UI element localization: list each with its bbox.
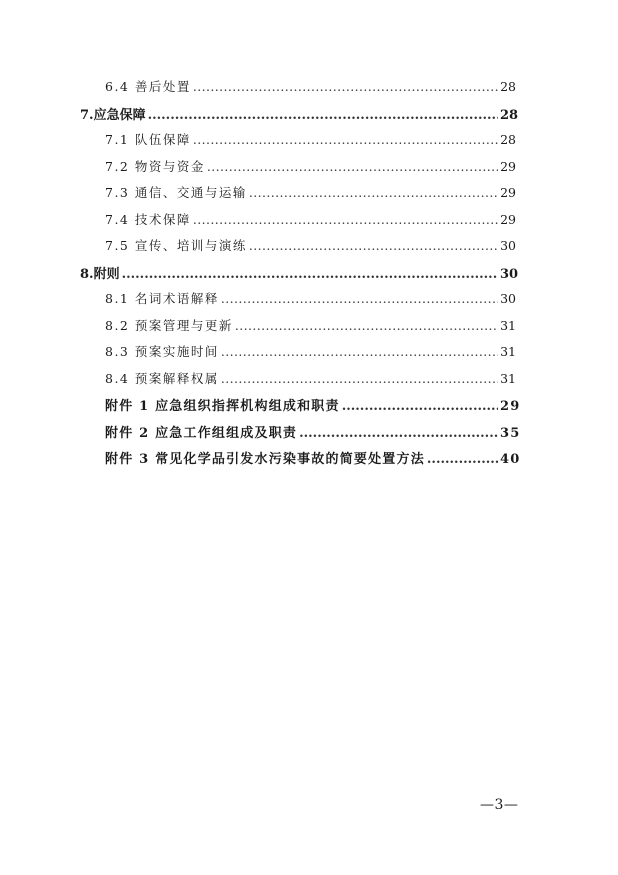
toc-entry-6-4[interactable] (80, 77, 516, 104)
toc-entry-7-1[interactable] (80, 130, 516, 157)
toc-entry-7-3[interactable] (80, 183, 516, 210)
dot-leader (193, 212, 498, 227)
toc-entry-page: 29 (500, 185, 516, 200)
toc-entry-page: 31 (500, 317, 516, 333)
toc-entry-page: 31 (500, 344, 516, 359)
table-of-contents (80, 77, 521, 475)
toc-entry-7-4[interactable] (80, 210, 516, 237)
toc-entry-label: 附件 2 应急工作组组成及职责 (105, 425, 298, 441)
dot-leader (207, 159, 498, 174)
dot-leader (122, 267, 498, 282)
toc-entry-page: 28 (500, 107, 519, 123)
toc-entry-label: 8.3 预案实施时间 (105, 344, 219, 359)
toc-entry-page: 28 (500, 132, 516, 147)
toc-entry-label: 6.4 善后处置 (105, 79, 191, 94)
dot-leader (249, 185, 498, 200)
toc-entry-page: 29 (500, 211, 516, 227)
toc-entry-page: 35 (500, 425, 521, 441)
toc-entry-page: 30 (500, 238, 516, 253)
dot-leader (342, 399, 498, 414)
dot-leader (299, 426, 498, 441)
dot-leader (427, 452, 498, 467)
toc-entry-page: 29 (500, 399, 521, 414)
toc-entry-page: 40 (500, 452, 521, 467)
toc-entry-page: 29 (500, 158, 516, 174)
dot-leader (221, 344, 498, 359)
toc-entry-page: 30 (500, 291, 516, 306)
toc-entry-label: 附件 3 常见化学品引发水污染事故的简要处置方法 (105, 452, 425, 467)
toc-entry-attachment-2[interactable] (80, 422, 521, 449)
page-number: —3— (480, 797, 519, 813)
toc-entry-label: 附件 1 应急组织指挥机构组成和职责 (105, 399, 340, 414)
toc-entry-label: 7.4 技术保障 (105, 211, 191, 227)
toc-entry-8[interactable] (80, 263, 519, 290)
dot-leader (193, 132, 498, 147)
dot-leader (235, 318, 498, 333)
toc-entry-label: 8.2 预案管理与更新 (105, 317, 233, 333)
toc-entry-7-5[interactable] (80, 236, 516, 263)
toc-entry-7[interactable] (80, 104, 519, 131)
toc-entry-8-4[interactable] (80, 369, 516, 396)
toc-entry-7-2[interactable] (80, 157, 516, 184)
toc-entry-label: 7.2 物资与资金 (105, 158, 205, 174)
toc-entry-attachment-1[interactable] (80, 395, 521, 422)
toc-entry-8-1[interactable] (80, 289, 516, 316)
toc-entry-label: 7.1 队伍保障 (105, 132, 191, 147)
toc-entry-label: 7.应急保障 (80, 107, 146, 123)
toc-entry-8-3[interactable] (80, 342, 516, 369)
dot-leader (249, 238, 498, 253)
toc-entry-8-2[interactable] (80, 316, 516, 343)
dot-leader (221, 371, 498, 386)
toc-entry-page: 30 (500, 266, 519, 282)
dot-leader (221, 291, 498, 306)
dot-leader (148, 108, 498, 123)
toc-entry-label: 7.5 宣传、培训与演练 (105, 238, 247, 253)
toc-entry-page: 28 (500, 79, 516, 94)
toc-entry-label: 7.3 通信、交通与运输 (105, 185, 247, 200)
dot-leader (193, 79, 498, 94)
toc-entry-label: 8.4 预案解释权属 (105, 370, 219, 386)
toc-entry-label: 8.1 名词术语解释 (105, 291, 219, 306)
toc-entry-page: 31 (500, 370, 516, 386)
toc-entry-attachment-3[interactable] (80, 448, 521, 475)
toc-entry-label: 8.附则 (80, 266, 120, 282)
